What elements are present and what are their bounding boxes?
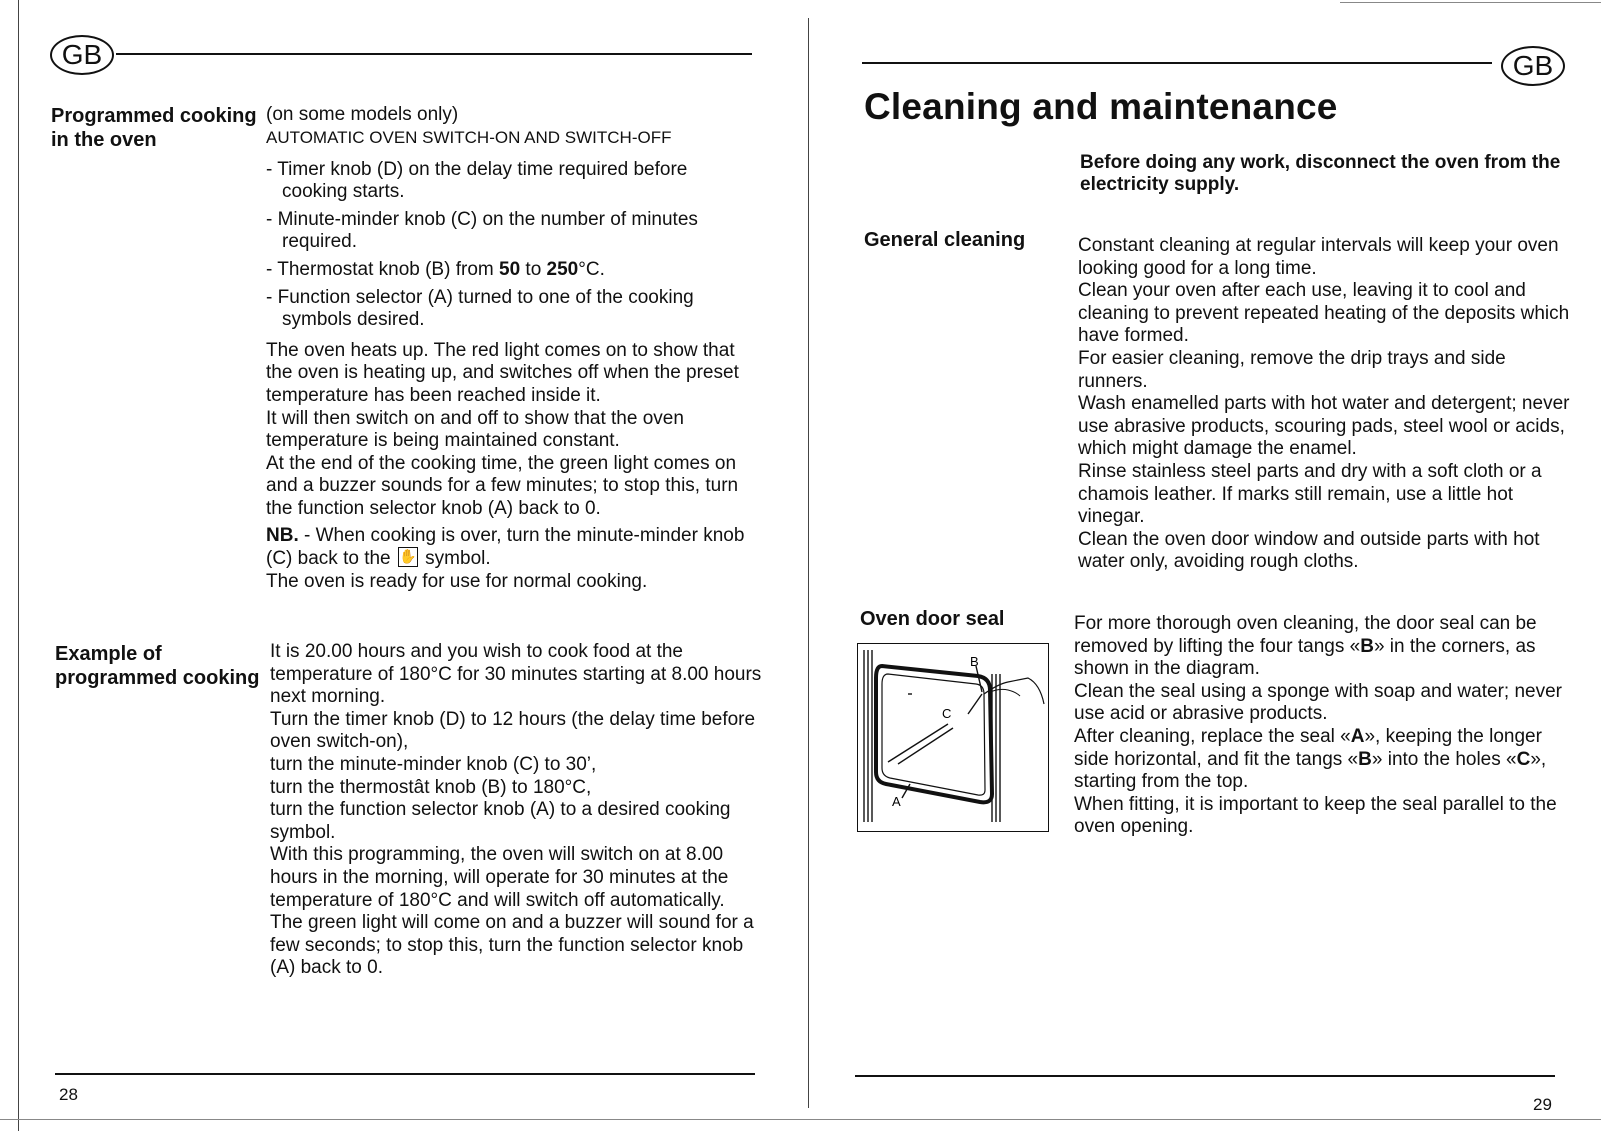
seal-text: », keeping the longer side horizontal, and fit the tangs « <box>1074 725 1542 770</box>
page-number-left: 28 <box>59 1085 78 1104</box>
cleaning-line: Clean your oven after each use, leaving it to cool and cleaning to prevent repeated heating of the deposits which have formed. <box>1078 280 1570 347</box>
page-title: Cleaning and maintenance <box>864 86 1338 127</box>
left-page-edge <box>18 0 19 1131</box>
thermostat-prefix: - Thermostat knob (B) from <box>266 258 499 280</box>
thermostat-mid: to <box>520 258 547 280</box>
language-badge-right: GB <box>1501 46 1565 86</box>
tang-ref: B <box>1358 748 1372 770</box>
example-line: turn the thermostât knob (B) to 180°C, <box>270 776 592 798</box>
seal-text: For more thorough oven cleaning, the door seal can be removed by lifting the four tangs « <box>1074 613 1537 657</box>
diagram-label-b: B <box>970 654 979 669</box>
paragraph-line: It will then switch on and off to show that the oven temperature is being maintained constant. <box>266 407 684 452</box>
settings-list <box>266 159 756 332</box>
tang-ref: B <box>1360 635 1374 657</box>
seal-paragraph-1 <box>1074 613 1579 681</box>
list-item: - Function selector (A) turned to one of the cooking symbols desired. <box>266 286 694 331</box>
general-cleaning-body <box>1078 235 1578 574</box>
footer-rule-right <box>855 1075 1555 1077</box>
nb-label: NB. <box>266 524 299 546</box>
diagram-label-c: C <box>942 706 952 721</box>
heading-line: in the oven <box>51 129 157 151</box>
nb-final: The oven is ready for use for normal cooking. <box>266 570 648 592</box>
cleaning-line: Clean the oven door window and outside parts with hot water only, avoiding rough cloths. <box>1078 528 1540 573</box>
temp-to: 250 <box>546 258 579 280</box>
list-item: - Timer knob (D) on the delay time required before cooking starts. <box>266 158 688 203</box>
caps-subheading: AUTOMATIC OVEN SWITCH-ON AND SWITCH-OFF <box>266 127 672 147</box>
seal-ref: A <box>1350 725 1365 747</box>
safety-warning: Before doing any work, disconnect the oven from the electricity supply. <box>1080 152 1561 195</box>
paragraph-line: The oven heats up. The red light comes on to show that the oven is heating up, and switches off when the preset temperature has been reached inside it. <box>266 339 739 406</box>
nb-text-after: symbol. <box>419 548 491 570</box>
cleaning-line: Wash enamelled parts with hot water and detergent; never use abrasive products, scouring pads, steel wool or acids, which might damage the enamel. <box>1078 393 1570 460</box>
diagram-label-a: A <box>892 794 901 809</box>
example-line: turn the function selector knob (A) to a desired cooking symbol. <box>270 799 731 843</box>
header-rule-right <box>862 62 1492 64</box>
bottom-edge-line <box>0 1119 1601 1120</box>
heading-line: Programmed cooking <box>51 105 257 127</box>
thermostat-suffix: °C. <box>578 258 605 280</box>
example-body <box>270 641 765 980</box>
seal-text: » in the corners, as shown in the diagram. <box>1074 635 1536 680</box>
seal-text: After cleaning, replace the seal « <box>1074 725 1351 747</box>
cleaning-line: For easier cleaning, remove the drip trays and side runners. <box>1078 347 1506 392</box>
nb-note <box>266 525 756 571</box>
center-spine <box>808 18 809 1108</box>
paragraph-line: At the end of the cooking time, the green light comes on and a buzzer sounds for a few minutes; to stop this, turn the function selector knob (A) back to 0. <box>266 452 739 519</box>
nb-text-before: - When cooking is over, turn the minute-minder knob (C) back to the <box>266 524 745 570</box>
example-line: The green light will come on and a buzzer will sound for a few seconds; to stop this, turn the function selector knob (A) back to 0. <box>270 912 754 979</box>
section-heading-general-cleaning: General cleaning <box>864 229 1026 251</box>
footer-rule-left <box>55 1073 755 1075</box>
seal-text: » into the holes « <box>1371 748 1517 770</box>
hand-symbol-icon: ✋ <box>398 547 418 567</box>
example-line: It is 20.00 hours and you wish to cook food at the temperature of 180°C for 30 minutes starting at 8.00 hours next morning. <box>270 641 762 708</box>
door-seal-diagram <box>857 643 1049 832</box>
section-heading-example <box>55 642 259 690</box>
door-seal-body <box>1074 613 1579 839</box>
subtitle: (on some models only) <box>266 104 459 125</box>
page-number-right: 29 <box>1533 1095 1552 1114</box>
heading-line: Example of <box>55 643 162 665</box>
example-line: Turn the timer knob (D) to 12 hours (the delay time before oven switch-on), <box>270 708 756 753</box>
door-seal-illustration <box>858 644 1048 831</box>
section-heading-oven-door-seal: Oven door seal <box>860 608 1005 630</box>
header-rule-left <box>116 53 752 55</box>
cleaning-line: Constant cleaning at regular intervals will keep your oven looking good for a long time. <box>1078 235 1559 279</box>
hole-ref: C <box>1516 748 1531 770</box>
seal-paragraph-2: Clean the seal using a sponge with soap and water; never use acid or abrasive products. <box>1074 680 1562 725</box>
seal-paragraph-3 <box>1074 726 1579 794</box>
cleaning-line: Rinse stainless steel parts and dry with a soft cloth or a chamois leather. If marks still remain, use a little hot vinegar. <box>1078 460 1542 528</box>
programmed-cooking-body <box>266 104 756 593</box>
list-item-thermostat <box>266 259 756 282</box>
list-item: - Minute-minder knob (C) on the number of minutes required. <box>266 208 698 253</box>
top-edge-line <box>1340 2 1601 3</box>
example-line: turn the minute-minder knob (C) to 30’, <box>270 753 597 775</box>
example-line: With this programming, the oven will switch on at 8.00 hours in the morning, will operate for 30 minutes at the temperature of 180°C and will switch off automatically. <box>270 844 729 911</box>
operation-paragraph <box>266 340 756 521</box>
heading-line: programmed cooking <box>55 667 260 689</box>
temp-from: 50 <box>499 258 521 280</box>
section-heading-programmed-cooking <box>51 104 257 152</box>
language-badge-left: GB <box>50 35 114 75</box>
seal-paragraph-4: When fitting, it is important to keep the seal parallel to the oven opening. <box>1074 793 1557 838</box>
seal-text: », starting from the top. <box>1074 748 1547 793</box>
